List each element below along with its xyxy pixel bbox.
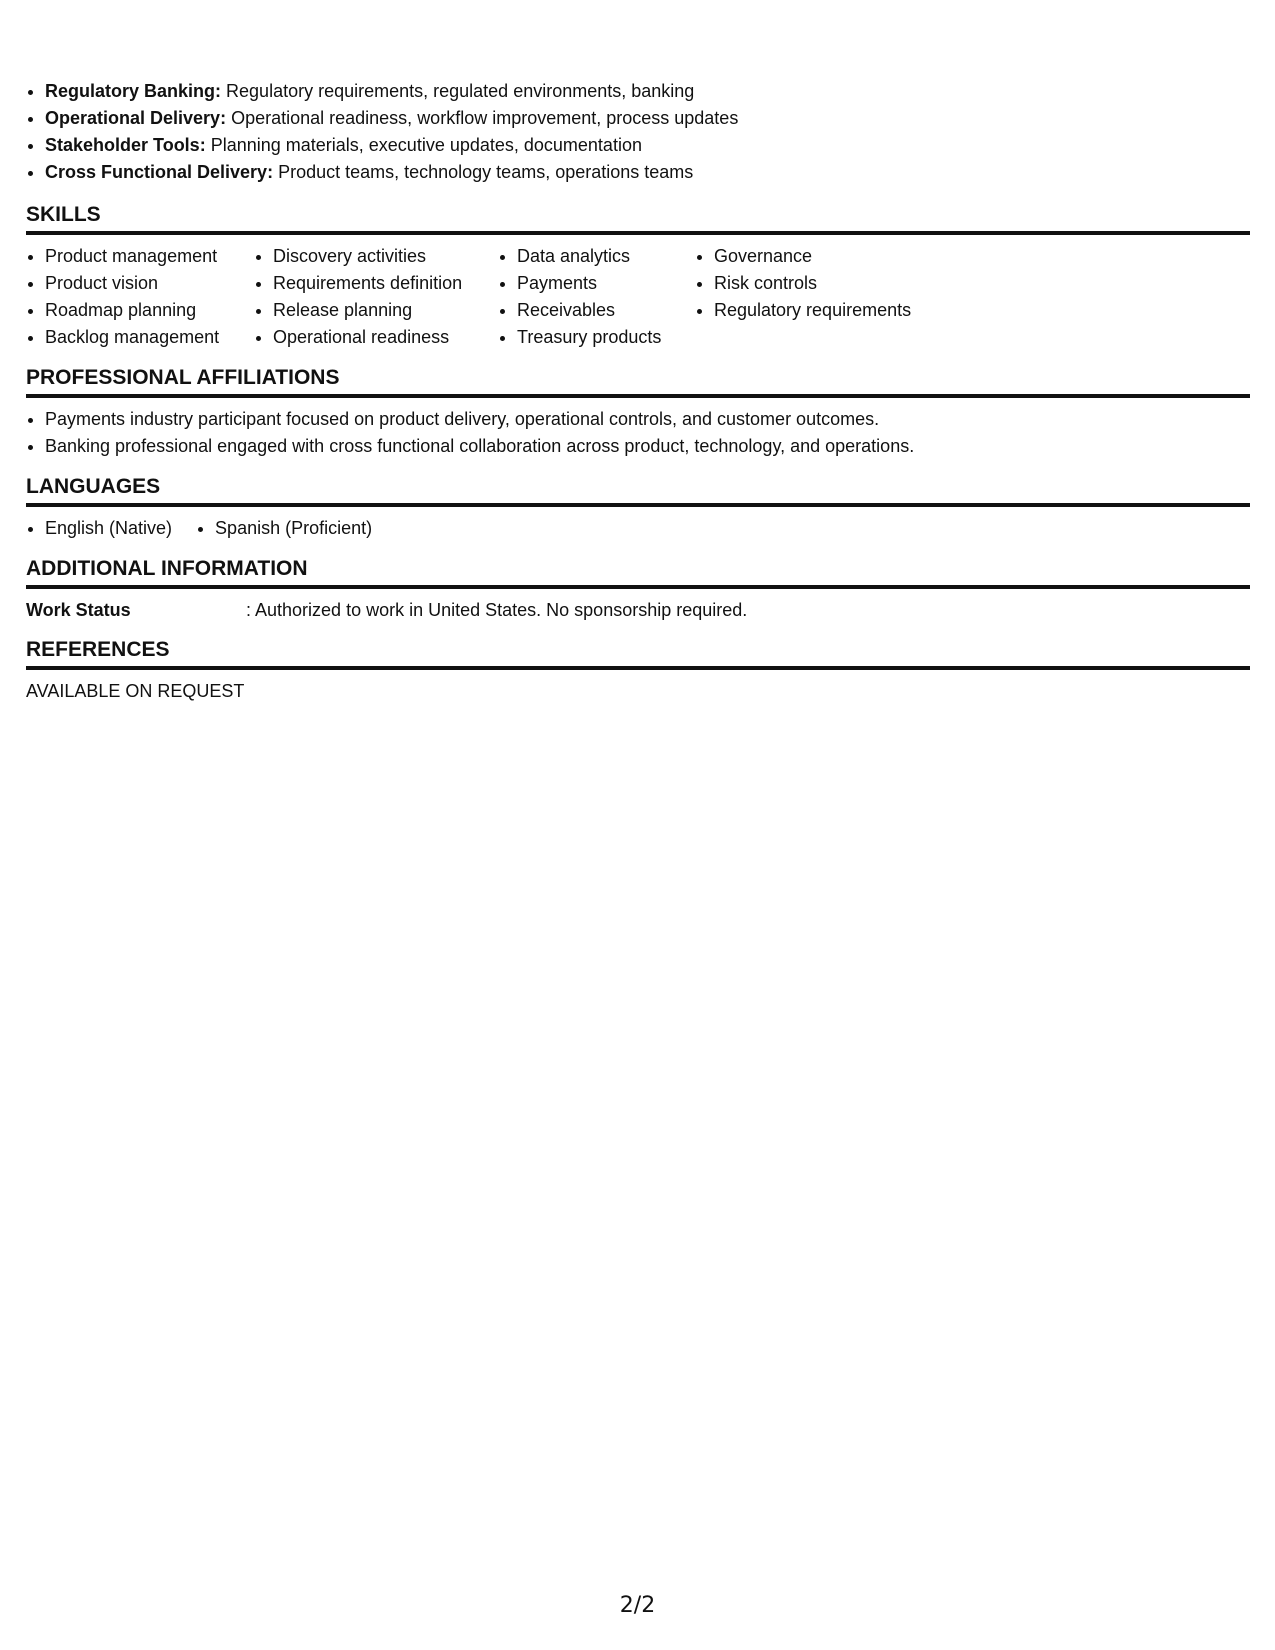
highlights-list: [26, 78, 1250, 186]
skill-item: Operational readiness: [254, 324, 476, 351]
skill-item: Receivables: [498, 297, 673, 324]
resume-page: [26, 78, 1250, 705]
skills-column: [498, 243, 673, 351]
highlight-text: Regulatory requirements, regulated environments, banking: [221, 81, 695, 101]
skill-item: Product management: [26, 243, 232, 270]
highlight-key: Operational Delivery:: [45, 108, 227, 128]
highlight-item: [26, 105, 1250, 132]
highlight-key: Stakeholder Tools:: [45, 135, 206, 155]
additional-info-heading: ADDITIONAL INFORMATION: [26, 553, 1250, 589]
skill-item: Payments: [498, 270, 673, 297]
highlight-text: Planning materials, executive updates, documentation: [205, 135, 642, 155]
skill-item: Release planning: [254, 297, 476, 324]
skill-item: Backlog management: [26, 324, 232, 351]
languages-heading: LANGUAGES: [26, 471, 1250, 507]
languages-list: [26, 515, 1250, 542]
highlight-key: Regulatory Banking:: [45, 81, 222, 101]
skills-column: [26, 243, 232, 351]
skills-column: [254, 243, 476, 351]
skills-column: [695, 243, 955, 351]
highlight-item: [26, 78, 1250, 105]
language-item: English (Native): [26, 515, 172, 542]
skills-grid: [26, 243, 1250, 351]
affiliation-item: Banking professional engaged with cross functional collaboration across product, technology, and operations.: [26, 433, 1250, 460]
highlight-key: Cross Functional Delivery:: [45, 162, 274, 182]
skill-item: Governance: [695, 243, 955, 270]
skill-item: Regulatory requirements: [695, 297, 955, 324]
skill-item: Data analytics: [498, 243, 673, 270]
references-heading: REFERENCES: [26, 634, 1250, 670]
affiliation-item: Payments industry participant focused on product delivery, operational controls, and customer outcomes.: [26, 406, 1250, 433]
work-status-row: [26, 597, 1250, 624]
highlight-item: [26, 132, 1250, 159]
references-text: AVAILABLE ON REQUEST: [26, 681, 245, 701]
skill-item: Risk controls: [695, 270, 955, 297]
affiliations-list: [26, 406, 1250, 460]
highlight-text: Product teams, technology teams, operations teams: [273, 162, 694, 182]
skill-item: Treasury products: [498, 324, 673, 351]
work-status-value: : Authorized to work in United States. No sponsorship required.: [246, 600, 748, 620]
highlight-item: [26, 159, 1250, 186]
skill-item: Product vision: [26, 270, 232, 297]
affiliations-heading: PROFESSIONAL AFFILIATIONS: [26, 362, 1250, 398]
page-number: 2/2: [619, 1593, 656, 1618]
highlight-text: Operational readiness, workflow improvement, process updates: [226, 108, 739, 128]
skill-item: Requirements definition: [254, 270, 476, 297]
language-item: Spanish (Proficient): [196, 515, 372, 542]
skills-heading: SKILLS: [26, 199, 1250, 235]
skill-item: Discovery activities: [254, 243, 476, 270]
work-status-label: Work Status: [26, 600, 131, 620]
skill-item: Roadmap planning: [26, 297, 232, 324]
